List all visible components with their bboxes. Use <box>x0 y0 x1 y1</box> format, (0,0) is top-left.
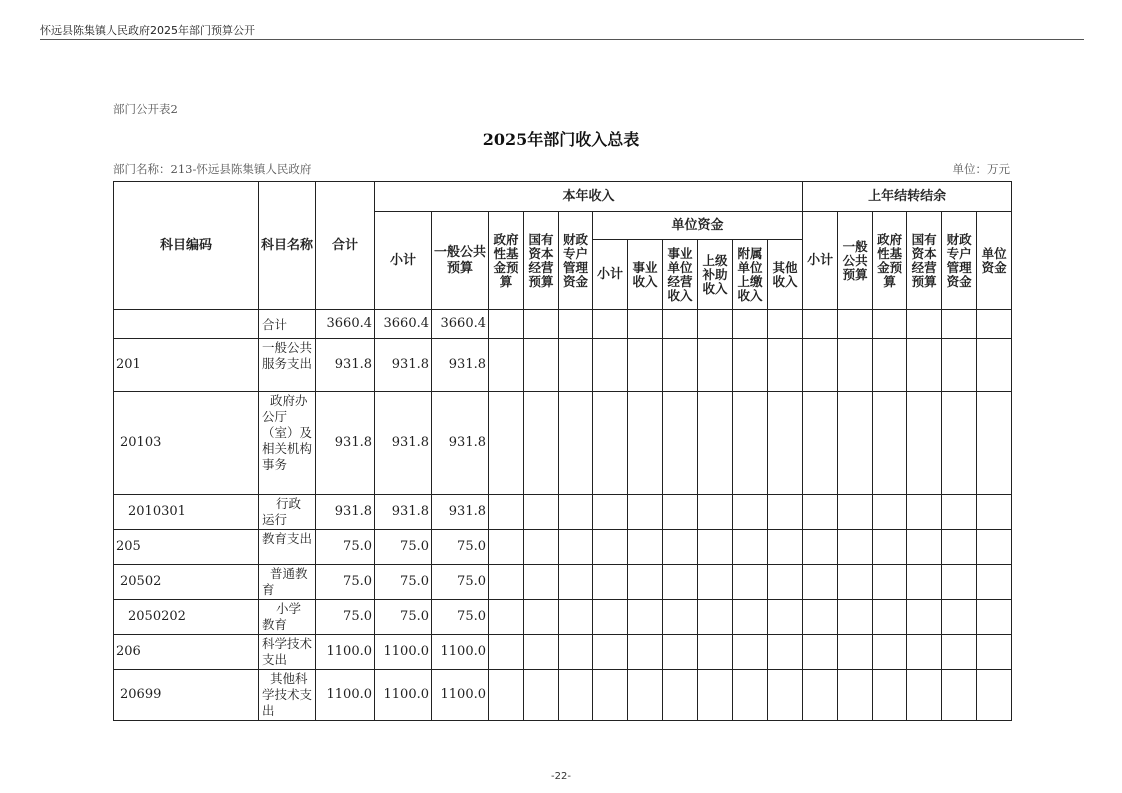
row-general: 1100.0 <box>432 670 489 721</box>
row-general: 931.8 <box>432 339 489 392</box>
header-code: 科目编码 <box>114 182 259 310</box>
header-u-subtotal: 小计 <box>593 240 628 310</box>
row-name: 一般公共服务支出 <box>259 339 316 392</box>
unit-label: 单位：万元 <box>952 162 1010 176</box>
header-general-budget: 一般公共预算 <box>432 212 489 310</box>
row-subtotal: 931.8 <box>375 339 432 392</box>
income-summary-table <box>113 181 1012 721</box>
header-c-subtotal: 小计 <box>803 212 838 310</box>
row-general: 75.0 <box>432 565 489 600</box>
row-subtotal: 3660.4 <box>375 310 432 339</box>
row-subtotal: 75.0 <box>375 600 432 635</box>
row-total: 931.8 <box>316 392 375 495</box>
row-name: 科学技术支出 <box>259 635 316 670</box>
row-total: 75.0 <box>316 530 375 565</box>
row-name: 行政运行 <box>259 495 316 530</box>
table-row <box>114 670 1012 721</box>
page-number: -22- <box>551 771 571 782</box>
document-header <box>40 20 1084 40</box>
row-total: 1100.0 <box>316 670 375 721</box>
row-general: 931.8 <box>432 392 489 495</box>
table-row <box>114 635 1012 670</box>
table-row <box>114 495 1012 530</box>
header-c-fiscal-special: 财政专户管理资金 <box>942 212 977 310</box>
header-subtotal: 小计 <box>375 212 432 310</box>
row-total: 3660.4 <box>316 310 375 339</box>
table-row <box>114 600 1012 635</box>
header-c-unit-funds: 单位资金 <box>977 212 1012 310</box>
row-name: 普通教育 <box>259 565 316 600</box>
row-code: 2050202 <box>114 600 259 635</box>
table-row <box>114 310 1012 339</box>
row-code: 201 <box>114 339 259 392</box>
header-superior-subsidy: 上级补助收入 <box>698 240 733 310</box>
row-total: 931.8 <box>316 495 375 530</box>
row-code <box>114 310 259 339</box>
page-title: 2025年部门收入总表 <box>482 130 640 149</box>
header-unit-funds: 单位资金 <box>593 212 803 240</box>
row-total: 75.0 <box>316 600 375 635</box>
row-general: 931.8 <box>432 495 489 530</box>
row-subtotal: 75.0 <box>375 565 432 600</box>
row-code: 20699 <box>114 670 259 721</box>
row-general: 1100.0 <box>432 635 489 670</box>
row-subtotal: 931.8 <box>375 495 432 530</box>
row-code: 205 <box>114 530 259 565</box>
header-business-operating: 事业单位经营收入 <box>663 240 698 310</box>
department-name: 部门名称：213-怀远县陈集镇人民政府 <box>113 162 312 176</box>
row-total: 1100.0 <box>316 635 375 670</box>
row-name: 合计 <box>259 310 316 339</box>
row-total: 75.0 <box>316 565 375 600</box>
header-total: 合计 <box>316 182 375 310</box>
table-row <box>114 339 1012 392</box>
row-name: 教育支出 <box>259 530 316 565</box>
row-code: 2010301 <box>114 495 259 530</box>
header-c-gov-fund: 政府性基金预算 <box>873 212 907 310</box>
header-state-capital: 国有资本经营预算 <box>524 212 559 310</box>
row-code: 20103 <box>114 392 259 495</box>
row-code: 206 <box>114 635 259 670</box>
row-total: 931.8 <box>316 339 375 392</box>
header-business-income: 事业收入 <box>628 240 663 310</box>
document-header-title: 怀远县陈集镇人民政府2025年部门预算公开 <box>40 24 255 37</box>
header-name: 科目名称 <box>259 182 316 310</box>
table-number: 部门公开表2 <box>113 102 178 116</box>
row-name: 其他科学技术支出 <box>259 670 316 721</box>
row-code: 20502 <box>114 565 259 600</box>
header-fiscal-special: 财政专户管理资金 <box>559 212 593 310</box>
row-name: 政府办公厅（室）及相关机构事务 <box>259 392 316 495</box>
row-subtotal: 1100.0 <box>375 635 432 670</box>
header-this-year: 本年收入 <box>375 182 803 212</box>
table-row <box>114 530 1012 565</box>
row-subtotal: 75.0 <box>375 530 432 565</box>
row-general: 75.0 <box>432 530 489 565</box>
row-name: 小学教育 <box>259 600 316 635</box>
header-c-general-budget: 一般公共预算 <box>838 212 873 310</box>
header-carryover: 上年结转结余 <box>803 182 1012 212</box>
table-row <box>114 392 1012 495</box>
row-subtotal: 931.8 <box>375 392 432 495</box>
table-row <box>114 565 1012 600</box>
header-c-state-capital: 国有资本经营预算 <box>907 212 942 310</box>
row-general: 3660.4 <box>432 310 489 339</box>
header-affiliated-remit: 附属单位上缴收入 <box>733 240 768 310</box>
header-other-income: 其他收入 <box>768 240 803 310</box>
row-subtotal: 1100.0 <box>375 670 432 721</box>
row-general: 75.0 <box>432 600 489 635</box>
header-gov-fund: 政府性基金预算 <box>489 212 524 310</box>
